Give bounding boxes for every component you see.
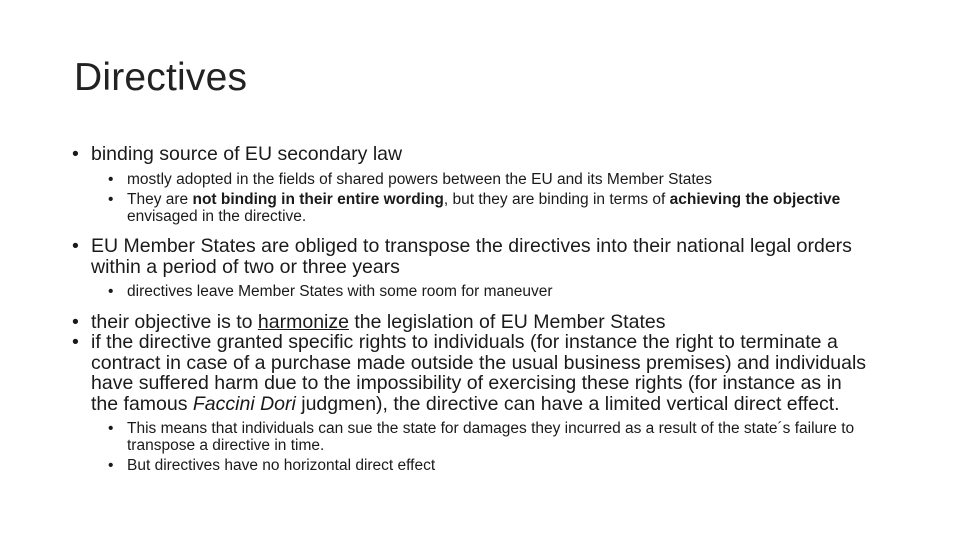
- bullet-icon: •: [72, 143, 79, 165]
- subbullet-text: mostly adopted in the fields of shared powers between the EU and its Member States: [127, 170, 713, 188]
- bullet-icon: •: [108, 420, 114, 437]
- subbullet-sue-state: [72, 421, 872, 454]
- bold-not-binding: not binding in their entire wording: [192, 191, 444, 208]
- subbullet-text-mid: , but they are binding in terms of: [443, 191, 670, 208]
- bullet-binding-source: [72, 144, 872, 165]
- subbullet-text: directives leave Member States with some room for maneuver: [127, 283, 553, 300]
- bullet-transpose: [72, 236, 872, 277]
- underlined-harmonize: harmonize: [257, 310, 349, 333]
- subbullet-text: This means that individuals can sue the state for damages they incurred as a result of the state´s failure to transpose a directive in time.: [127, 420, 855, 454]
- bullet-harmonize: [72, 312, 872, 333]
- slide-title: Directives: [74, 56, 248, 99]
- subbullet-text-post: envisaged in the directive.: [127, 207, 307, 225]
- bullet-text: binding source of EU secondary law: [91, 143, 403, 165]
- bullet-vertical-effect: [72, 332, 872, 414]
- bullet-text-post: the legislation of EU Member States: [348, 310, 666, 333]
- bullet-text: EU Member States are obliged to transpose the directives into their national legal orders within a period of two or three years: [91, 235, 852, 278]
- bullet-icon: •: [72, 235, 79, 257]
- subbullet-room-for-maneuver: [72, 284, 872, 301]
- bullet-text-pre: their objective is to: [91, 310, 258, 333]
- bullet-icon: •: [108, 191, 114, 208]
- slide-body: [72, 144, 872, 475]
- bullet-icon: •: [72, 310, 79, 333]
- bullet-text-pre: if the directive granted specific rights to individuals (for instance the right to terminate a contract in case of a purchase made outside the usual business premises) and individuals have suffered harm due to the impossibility of exercising these rights (for instance as in the famous: [91, 331, 867, 415]
- bullet-icon: •: [108, 283, 114, 300]
- italic-faccini-dori: Faccini Dori: [192, 392, 296, 415]
- bullet-icon: •: [72, 331, 79, 353]
- bullet-text-post: judgmen), the directive can have a limited vertical direct effect.: [295, 392, 840, 415]
- subbullet-no-horizontal-effect: [72, 458, 872, 475]
- bullet-icon: •: [108, 457, 114, 474]
- subbullet-text-pre: They are: [127, 191, 193, 208]
- subbullet-shared-powers: [72, 172, 872, 189]
- subbullet-text: But directives have no horizontal direct effect: [127, 457, 436, 474]
- bullet-icon: •: [108, 170, 114, 188]
- subbullet-not-binding: [72, 192, 872, 225]
- bold-achieving-objective: achieving the objective: [669, 191, 841, 208]
